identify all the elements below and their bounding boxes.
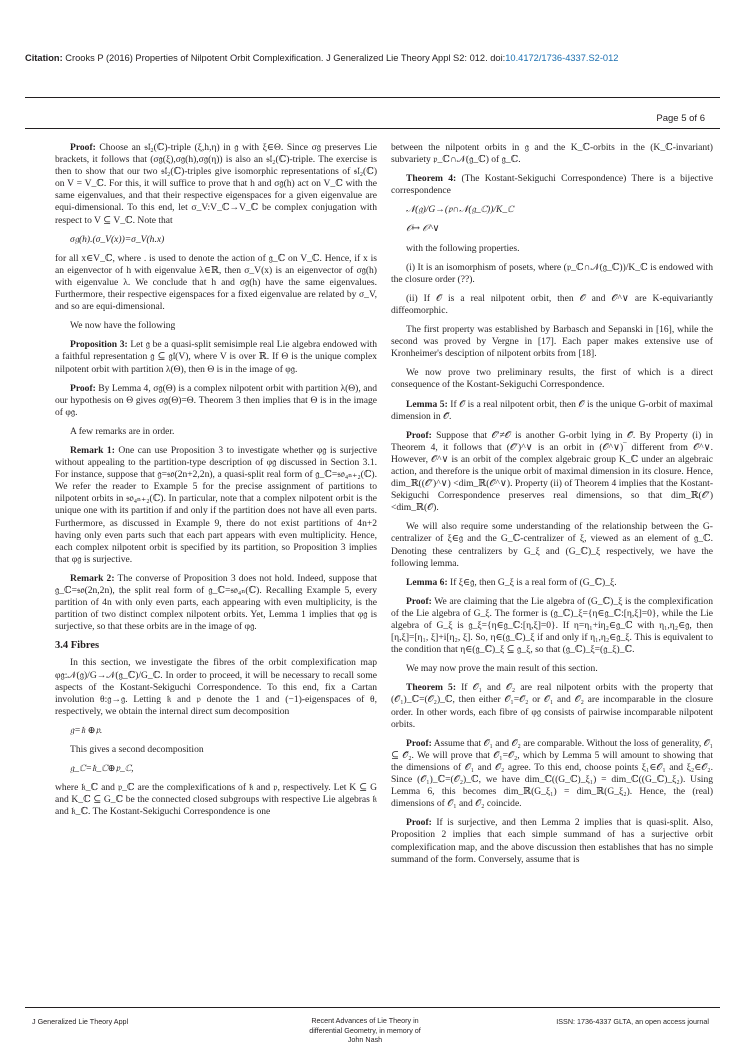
footer-issue [290, 1016, 440, 1045]
paragraph-text: 𝔤_ℂ=𝔨_ℂ⊕𝔭_ℂ, [70, 763, 134, 775]
left-column [55, 142, 377, 826]
paragraph-lead: Proof: [406, 817, 432, 829]
equation [55, 763, 377, 775]
footer-issn: ISSN: 1736-4337 GLTA, an open access journal [556, 1017, 709, 1026]
paragraph-text: We now prove two preliminary results, the first of which is a direct consequence of the Kostant-Sekiguchi Correspondence. [391, 367, 713, 391]
page-number-rule [25, 128, 720, 129]
paragraph [55, 744, 377, 756]
paragraph [55, 383, 377, 419]
paragraph-text: σ𝔤(h).(σ_V(x))=σ_V(h.x) [70, 233, 165, 245]
paragraph-lead: Lemma 6: [406, 576, 448, 588]
paragraph-text: We are claiming that the Lie algebra of (G_ℂ)_ξ is the complexification of the Lie algebra of G_ξ. The former is (𝔤_ℂ)_ξ={η∈𝔤_ℂ:[η,ξ]=0}, while the Lie algebra of G_ξ is 𝔤_ξ={η∈𝔤_ℂ:[η,ξ]=0}. If η=η₁+iη₂∈𝔤_ℂ with η₁,η₂∈𝔤, then [η,ξ]=[η₁, ξ]+i[η₂, ξ]. So, η∈(𝔤_ℂ)_ξ if and only if η₁,η₂∈𝔤_ξ. This is equivalent to the condition that η∈(𝔤_ℂ)_ξ ⊆ 𝔤_ξ, so that (𝔤_ℂ)_ξ=(𝔤_ξ)_ℂ. [391, 595, 713, 656]
paragraph [391, 430, 713, 515]
paragraph [391, 293, 713, 317]
paragraph-lead: Proof: [406, 737, 432, 749]
paragraph-lead: Proposition 3: [70, 339, 128, 351]
paragraph-lead: Theorem 5: [406, 682, 456, 694]
paragraph [55, 253, 377, 313]
paragraph-text: 𝒩(𝔤)/G→(𝔭∩𝒩(𝔤_ℂ))/K_ℂ [406, 204, 514, 216]
paragraph [391, 324, 713, 360]
paragraph [55, 142, 377, 227]
paragraph-text: 𝒪↦ 𝒪^∨ [406, 223, 440, 235]
paragraph [391, 399, 713, 423]
paragraph-text: Let 𝔤 be a quasi-split semisimple real Lie algebra endowed with a faithful representation 𝔤 ⊆ 𝔤𝔩(V), where V is over ℝ. If Θ is the unique complex nilpotent orbit with partition λ(Θ), then Θ is in the image of φ𝔤. [55, 339, 378, 375]
paragraph [391, 173, 713, 197]
paragraph-lead: Proof: [70, 382, 96, 394]
paragraph [391, 817, 713, 865]
equation [391, 223, 713, 235]
paragraph-text: We now have the following [70, 320, 176, 332]
paragraph-text: We may now prove the main result of this section. [406, 663, 598, 675]
paragraph [391, 663, 713, 675]
paragraph [391, 738, 713, 811]
header-rule [25, 97, 720, 98]
paragraph [391, 367, 713, 391]
paragraph-text: for all x∈V_ℂ, where . is used to denote the action of 𝔤_ℂ on V_ℂ. Hence, if x is an eigenvector of h with eigenvalue λ∈ℝ, then σ_V(x) is an eigenvector of σ𝔤(h) with eigenvalue λ. We conclude that h and σ𝔤(h) have the same eigenvalues. Furthermore, their respective eigenspaces for a fixed eigenvalue are related by σ_V, and so are equi-dimensional. [55, 252, 377, 313]
footer-rule [25, 1007, 720, 1008]
paragraph-text: Suppose that 𝒪′≠𝒪 is another G-orbit lying in 𝒪̄. By Property (i) in Theorem 4, it follows that (𝒪′)^∨ is an orbit in (𝒪^∨)‾ different from 𝒪^∨. However, 𝒪^∨ is an orbit of the complex algebraic group K_ℂ under an algebraic action, and therefore is the unique orbit of maximal dimension in its closure. Hence, dim_ℝ((𝒪′)^∨) <dim_ℝ(𝒪^∨). Property (ii) of Theorem 4 implies that the Kostant-Sekiguchi Correspondence preserves real dimensions, so that dim_ℝ(𝒪′) <dim_ℝ(𝒪). [391, 429, 713, 514]
paragraph [391, 682, 713, 730]
paragraph [391, 577, 713, 589]
section-heading: 3.4 Fibres [55, 640, 100, 652]
page-number: Page 5 of 6 [656, 113, 705, 124]
equation [55, 725, 377, 737]
footer-journal: J Generalized Lie Theory Appl [32, 1017, 129, 1026]
paragraph-text: A few remarks are in order. [70, 425, 175, 437]
equation [55, 234, 377, 246]
paragraph [55, 657, 377, 717]
paragraph-text: 𝔤=𝔨 ⊕𝔭. [70, 724, 103, 736]
paragraph [55, 339, 377, 375]
paragraph-lead: Lemma 5: [406, 398, 448, 410]
paragraph-text: One can use Proposition 3 to investigate whether φ𝔤 is surjective without appealing to the partition-type description of φ𝔤 discussed in Section 3.1. For instance, suppose that 𝔤=𝔰𝔬(2n+2,2n), a quasi-split real form of 𝔤_ℂ=𝔰𝔬₄ₙ₊₂(ℂ). We refer the reader to Example 5 for the precise assignment of partitions to nilpotent orbits in 𝔰𝔬₄ₙ₊₂(ℂ). In particular, note that a complex nilpotent orbit is the unique one with its partition if and only if the partition does not have all even parts. Furthermore, as discussed in Example 9, there do not exist partitions of 4n+2 having only even parts such that each part appears with even multiplicity. Hence, each complex nilpotent orbit is specified by its partition, so Proposition 3 implies that φ𝔤 is surjective. [55, 444, 377, 565]
citation-text: Crooks P (2016) Properties of Nilpotent Orbit Complexification. J Generalized Lie Theory Appl S2: 012. doi: [65, 53, 506, 63]
citation-line [25, 53, 725, 63]
paragraph-text: (The Kostant-Sekiguchi Correspondence) There is a bijective correspondence [391, 173, 713, 197]
paragraph [55, 445, 377, 566]
paragraph-lead: Remark 2: [70, 572, 115, 584]
paragraph [391, 521, 713, 569]
paragraph [55, 426, 377, 438]
paragraph-text: (ii) If 𝒪 is a real nilpotent orbit, then 𝒪 and 𝒪^∨ are K-equivariantly diffeomorphic. [391, 292, 713, 316]
paragraph-text: Choose an 𝔰𝔩₂(ℂ)-triple (ξ,h,η) in 𝔤 with ξ∈Θ. Since σ𝔤 preserves Lie brackets, it follows that (σ𝔤(ξ),σ𝔤(h),σ𝔤(η)) is also an 𝔰𝔩₂(ℂ)-triple. The exercise is then to show that our two 𝔰𝔩₂(ℂ)-triples give isomorphic representations of 𝔰𝔩₂(ℂ) on V = V_ℂ. For this, it will suffice to prove that h and σ𝔤(h) act on V_ℂ with the same eigenvalues, and that their respective eigenspaces for a given eigenvalue are equi-dimensional. To this end, let σ_V:V_ℂ→V_ℂ be complex conjugation with respect to V ⊆ V_ℂ. Note that [55, 142, 377, 226]
footer-issue-line1: Recent Advances of Lie Theory in [311, 1016, 419, 1025]
paragraph-text: If ξ∈𝔤, then G_ξ is a real form of (G_ℂ)_ξ. [450, 576, 617, 588]
paragraph [391, 262, 713, 286]
paragraph [391, 243, 713, 255]
equation [391, 204, 713, 216]
paragraph-text: The first property was established by Barbasch and Sepanski in [16], while the second was proved by Vergne in [17]. Each paper makes extensive use of Kronheimer's desciption of nilpotent orbits from [18]. [391, 324, 713, 360]
paragraph-text: between the nilpotent orbits in 𝔤 and the K_ℂ-orbits in the (K_ℂ-invariant) subvariety 𝔭_ℂ∩𝒩(𝔤_ℂ) of 𝔤_ℂ. [391, 142, 713, 166]
paragraph-lead: Remark 1: [70, 444, 115, 456]
citation-label: Citation: [25, 53, 63, 63]
paragraph-text: In this section, we investigate the fibres of the orbit complexification map φ𝔤:𝒩(𝔤)/G→𝒩(𝔤_ℂ)/G_ℂ. In order to proceed, it will be necessary to recall some aspects of the Kostant-Sekiguchi Correspondence. To this end, fix a Cartan involution θ:𝔤→𝔤. Letting 𝔨 and 𝔭 denote the 1 and (−1)-eigenspaces of θ, respectively, we obtain the internal direct sum decomposition [55, 657, 377, 717]
paragraph-text: We will also require some understanding of the relationship between the G-centralizer of ξ∈𝔤 and the G_ℂ-centralizer of ξ, viewed as an element of 𝔤_ℂ. Denoting these centralizers by G_ξ and (G_ℂ)_ξ respectively, we have the following lemma. [391, 521, 713, 569]
paragraph-lead: Proof: [70, 142, 96, 153]
paragraph-text: with the following properties. [406, 242, 520, 254]
paragraph-lead: Theorem 4: [406, 173, 457, 185]
footer-issue-line2: differential Geometry, in memory of [309, 1025, 421, 1035]
paragraph-text: If is surjective, and then Lemma 2 implies that is quasi-split. Also, Proposition 2 implies that each simple summand of has a surjective orbit complexification map, and the above discussion then establishes that has no simple summand of the form. Conversely, assume that is [391, 817, 713, 865]
paragraph [55, 320, 377, 332]
paragraph-text: The converse of Proposition 3 does not hold. Indeed, suppose that 𝔤_ℂ=𝔰𝔬(2n,2n), the split real form of 𝔤_ℂ=𝔰𝔬₄ₙ(ℂ). Recalling Example 5, every partition of 4n with only even parts, each appearing with even multiplicity, is the partition of two distinct complex nilpotent orbits. Yet, Lemma 1 implies that φ𝔤 is surjective, so that these orbits are in the image of φ𝔤. [55, 572, 378, 633]
paragraph-text: This gives a second decomposition [70, 744, 204, 756]
footer-issue-line3: John Nash [347, 1035, 383, 1044]
paragraph-text: If 𝒪₁ and 𝒪₂ are real nilpotent orbits with the property that (𝒪₁)_ℂ=(𝒪₂)_ℂ, then either 𝒪₁=𝒪₂ or 𝒪₁ and 𝒪₂ are incomparable in the closure order. In other words, each fibre of φ𝔤 consists of pairwise incomparable nilpotent orbits. [391, 682, 713, 730]
paragraph [391, 596, 713, 656]
paragraph-text: (i) It is an isomorphism of posets, where (𝔭_ℂ∩𝒩(𝔤_ℂ))/K_ℂ is endowed with the closure order (??). [391, 261, 713, 285]
paragraph-text: where 𝔨_ℂ and 𝔭_ℂ are the complexifications of 𝔨 and 𝔭, respectively. Let K ⊆ G and K_ℂ ⊆ G_ℂ be the connected closed subgroups with respective Lie algebras 𝔨 and 𝔨_ℂ. The Kostant-Sekiguchi Correspondence is one [55, 782, 377, 818]
right-column [391, 142, 713, 873]
paragraph [55, 573, 377, 633]
doi-link[interactable]: 10.4172/1736-4337.S2-012 [505, 53, 619, 63]
paragraph-lead: Proof: [406, 429, 432, 441]
paragraph-text: Assume that 𝒪₁ and 𝒪₂ are comparable. Without the loss of generality, 𝒪₁ ⊆ 𝒪̄₂. We will prove that 𝒪₁=𝒪₂, which by Lemma 5 will amount to showing that the dimensions of 𝒪₁ and 𝒪₂ agree. To this end, choose points ξ₁∈𝒪₁ and ξ₂∈𝒪₂. Since (𝒪₁)_ℂ=(𝒪₂)_ℂ, we have dim_ℂ((G_ℂ)_ξ₁) = dim_ℂ((G_ℂ)_ξ₂). Using Lemma 6, this becomes dim_ℝ(G_ξ₁) = dim_ℝ(G_ξ₂). Hence, the (real) dimensions of 𝒪₁ and 𝒪₂ coincide. [391, 737, 713, 810]
paragraph-text: By Lemma 4, σ𝔤(Θ) is a complex nilpotent orbit with partition λ(Θ), and our hypothesis on Θ gives σ𝔤(Θ)=Θ. Theorem 3 then implies that Θ is in the image of φ𝔤. [55, 382, 377, 418]
paragraph [391, 142, 713, 166]
paragraph [55, 782, 377, 818]
paragraph-lead: Proof: [406, 595, 432, 607]
paragraph-text: If 𝒪 is a real nilpotent orbit, then 𝒪 is the unique G-orbit of maximal dimension in 𝒪̄. [391, 398, 713, 422]
